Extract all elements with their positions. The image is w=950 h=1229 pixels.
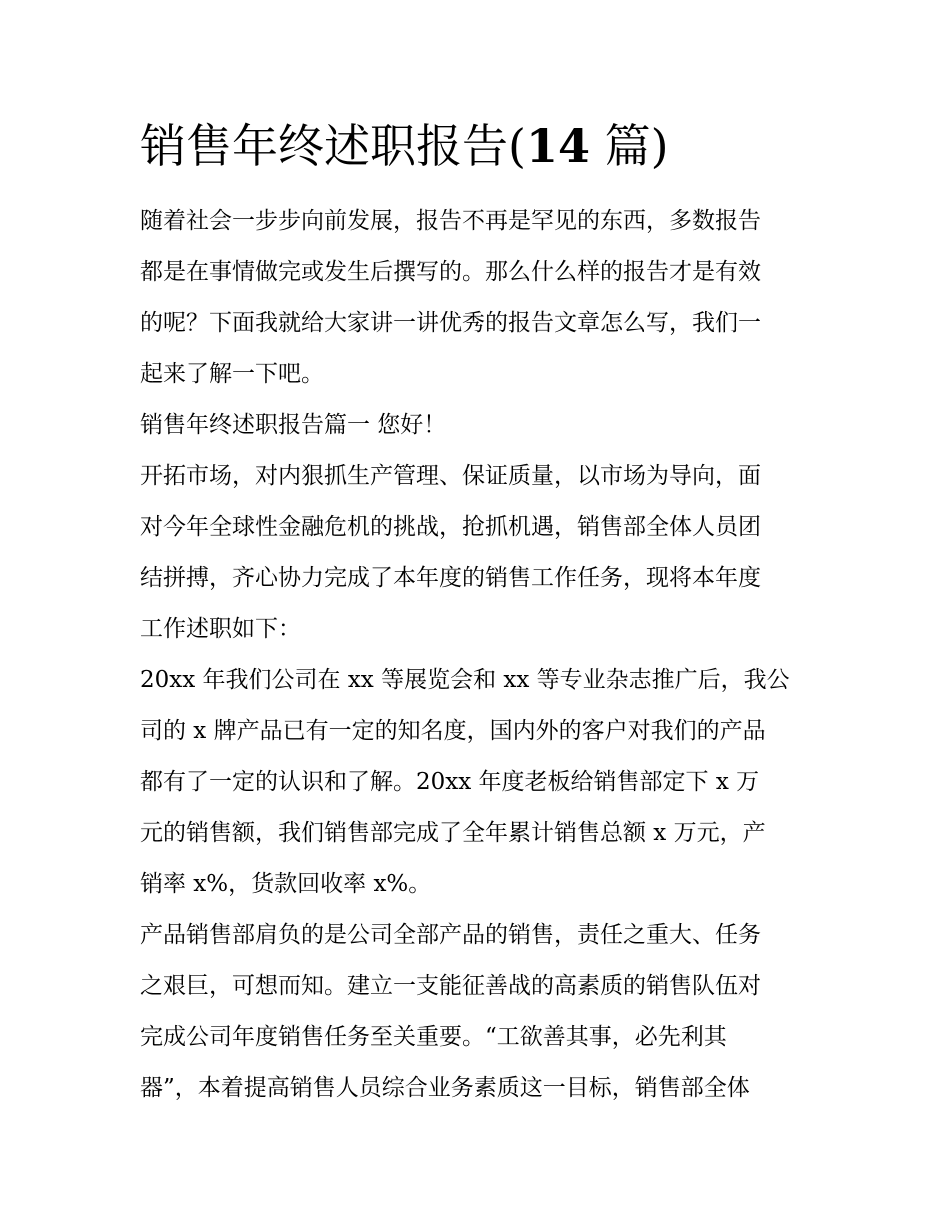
body-line: 器”，本着提高销售人员综合业务素质这一目标，销售部全体 — [140, 1075, 750, 1101]
body-line: 20xx 年我们公司在 xx 等展览会和 xx 等专业杂志推广后，我公 — [140, 667, 790, 693]
page-title — [140, 116, 669, 176]
body-line: 完成公司年度销售任务至关重要。“工欲善其事，必先利其 — [140, 1024, 727, 1050]
body-line: 的呢？下面我就给大家讲一讲优秀的报告文章怎么写，我们一 — [140, 310, 761, 336]
body-line: 司的 x 牌产品已有一定的知名度，国内外的客户对我们的产品 — [140, 718, 766, 744]
body-line: 销率 x%，货款回收率 x%。 — [140, 871, 432, 897]
section-heading: 销售年终述职报告篇一 您好！ — [140, 412, 447, 438]
document-body — [140, 196, 840, 1114]
body-line: 都是在事情做完或发生后撰写的。那么什么样的报告才是有效 — [140, 259, 761, 285]
body-line: 元的销售额，我们销售部完成了全年累计销售总额 x 万元，产 — [140, 820, 766, 846]
body-line: 结拼搏，齐心协力完成了本年度的销售工作任务，现将本年度 — [140, 565, 761, 591]
title-count: 14 — [525, 119, 590, 173]
body-line: 随着社会一步步向前发展，报告不再是罕见的东西，多数报告 — [140, 208, 761, 234]
body-line: 对今年全球性金融危机的挑战，抢抓机遇，销售部全体人员团 — [140, 514, 761, 540]
body-line: 都有了一定的认识和了解。20xx 年度老板给销售部定下 x 万 — [140, 769, 760, 795]
body-line: 工作述职如下： — [140, 616, 301, 642]
body-line: 起来了解一下吧。 — [140, 361, 324, 387]
body-line: 开拓市场，对内狠抓生产管理、保证质量，以市场为导向，面 — [140, 463, 761, 489]
title-suffix: 篇) — [589, 119, 669, 173]
body-line: 产品销售部肩负的是公司全部产品的销售，责任之重大、任务 — [140, 922, 761, 948]
title-text: 销售年终述职报告( — [140, 119, 526, 173]
body-line: 之艰巨，可想而知。建立一支能征善战的高素质的销售队伍对 — [140, 973, 761, 999]
